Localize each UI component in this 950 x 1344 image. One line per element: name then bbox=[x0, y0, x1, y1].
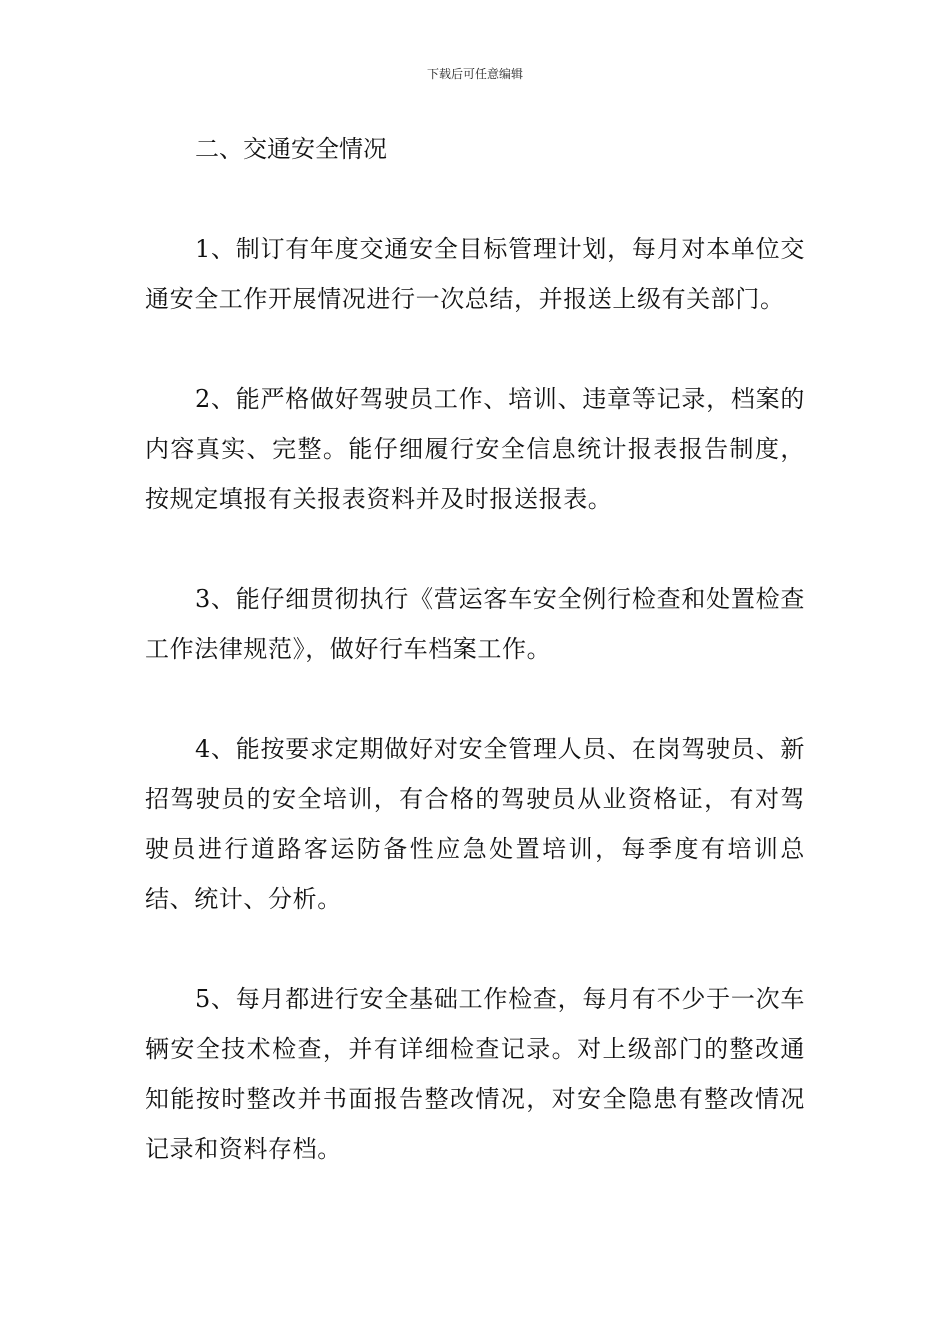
paragraph-2: 2、能严格做好驾驶员工作、培训、违章等记录，档案的内容真实、完整。能仔细履行安全信息统计报表报告制度，按规定填报有关报表资料并及时报送报表。 bbox=[145, 385, 805, 513]
paragraph-1: 1、制订有年度交通安全目标管理计划，每月对本单位交通安全工作开展情况进行一次总结，并报送上级有关部门。 bbox=[145, 235, 805, 313]
paragraph-5: 5、每月都进行安全基础工作检查，每月有不少于一次车辆安全技术检查，并有详细检查记录。对上级部门的整改通知能按时整改并书面报告整改情况，对安全隐患有整改情况记录和资料存档。 bbox=[145, 985, 805, 1163]
paragraph-3: 3、能仔细贯彻执行《营运客车安全例行检查和处置检查工作法律规范》，做好行车档案工作。 bbox=[145, 585, 805, 663]
document-body bbox=[145, 124, 805, 1224]
section-heading: 二、交通安全情况 bbox=[195, 135, 387, 163]
paragraph-4: 4、能按要求定期做好对安全管理人员、在岗驾驶员、新招驾驶员的安全培训，有合格的驾驶员从业资格证，有对驾驶员进行道路客运防备性应急处置培训，每季度有培训总结、统计、分析。 bbox=[145, 735, 805, 913]
page-header: 下载后可任意编辑 bbox=[426, 67, 523, 81]
